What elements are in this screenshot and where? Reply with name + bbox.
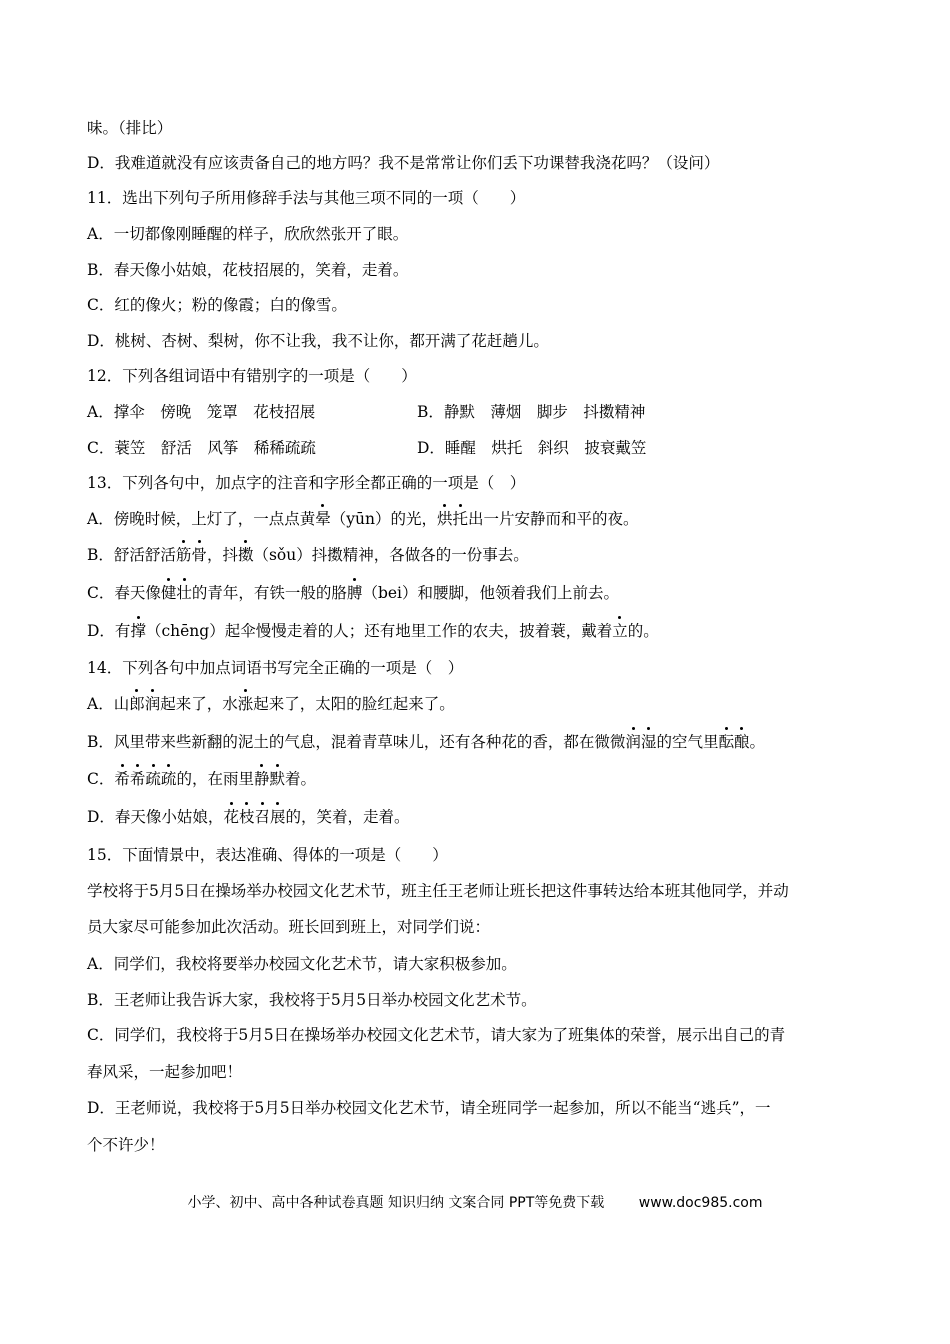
emphasis-dot-char: 静 [253,770,270,788]
text-segment: D．春天像小姑娘， [87,808,224,826]
q11-option-c: C．红的像火；粉的像霞；白的像雪。 [87,296,347,314]
dotted-word [315,510,331,528]
dotted-word [161,584,192,602]
q15-scenario-line-1: 学校将于5月5日在操场举办校园文化艺术节，班主任王老师让班长把这件事转达给本班其他同学，并动 [87,882,789,900]
q11-option-b: B．春天像小姑娘，花枝招展的，笑着，走着。 [87,261,409,279]
text-segment: D．有 [87,622,131,640]
text-segment: B．舒活舒活 [87,546,176,564]
dotted-word [223,808,285,826]
emphasis-dot-char: 托 [452,510,468,528]
text-segment: 的，在雨里 [176,770,254,788]
text-segment: 出一片安静而和平的夜。 [467,510,639,528]
page-footer [0,1192,950,1212]
q15-option-c-line-1: C．同学们，我校将于5月5日在操场举办校园文化艺术节，请大家为了班集体的荣誉，展示出自己的青 [87,1026,786,1044]
question-13-stem: 13．下列各句中，加点字的注音和字形全都正确的一项是（ ） [87,474,526,492]
q14-option-c [87,769,316,789]
q15-option-d-line-1: D．王老师说，我校将于5月5日举办校园文化艺术节，请全班同学一起参加，所以不能当“逃兵”，一 [87,1099,771,1117]
text-segment: （yūn）的光， [330,510,437,528]
q12-option-a: A．撑伞 傍晚 笼罩 花枝招展 [87,403,316,421]
text-segment: 的青年，有铁一般的胳 [191,584,347,602]
q15-scenario-line-2: 员大家尽可能参加此次活动。班长回到班上，对同学们说： [87,918,491,936]
dotted-word [612,622,628,640]
option-d-q10: D．我难道就没有应该责备自己的地方吗？我不是常常让你们丢下功课替我浇花吗？（设问） [87,154,720,172]
emphasis-dot-char: 润 [625,733,641,751]
q15-option-b: B．王老师让我告诉大家，我校将于5月5日举办校园文化艺术节。 [87,991,537,1009]
q13-option-a [87,509,639,529]
emphasis-dot-char: 疏 [145,770,161,788]
q15-option-c-line-2: 春风采，一起参加吧！ [87,1063,243,1081]
text-segment: 的，笑着，走着。 [285,808,410,826]
q12-option-b: B．静默 薄烟 脚步 抖擞精神 [417,403,646,421]
q14-option-d [87,807,410,827]
emphasis-dot-char: 立 [612,622,628,640]
q13-option-d [87,621,659,641]
emphasis-dot-char: 撑 [130,622,146,640]
dotted-word [238,546,254,564]
emphasis-dot-char: 涨 [237,695,254,713]
emphasis-dot-char: 晕 [315,510,331,528]
emphasis-dot-char: 健 [160,584,177,602]
text-segment: C．春天像 [87,584,161,602]
text-segment: B．风里带来些新翻的泥土的气息，混着青草味儿，还有各种花的香，都在微微 [87,733,626,751]
q12-option-d: D．睡醒 烘托 斜织 披衰戴笠 [417,439,647,457]
q15-option-d-line-2: 个不许少！ [87,1136,165,1154]
q14-option-b [87,732,765,752]
emphasis-dot-char: 枝 [238,808,255,826]
q14-option-a [87,694,455,714]
text-segment: （chēng）起伞慢慢走着的人；还有地里工作的农夫，披着蓑，戴着 [145,622,613,640]
emphasis-dot-char: 擞 [237,546,254,564]
emphasis-dot-char: 郎 [129,695,145,713]
text-segment: 起来了，太阳的脸红起来了。 [253,695,455,713]
text-line: 味。（排比） [87,119,173,137]
question-14-stem: 14．下列各句中加点词语书写完全正确的一项是（ ） [87,659,464,677]
dotted-word [254,770,285,788]
text-segment: 。 [749,733,765,751]
text-segment: （bei）和腰脚，他领着我们上前去。 [362,584,619,602]
dotted-word [129,695,160,713]
dotted-word [347,584,363,602]
dotted-word [238,695,254,713]
dotted-word [718,733,749,751]
emphasis-dot-char: 希 [129,770,146,788]
footer-text: 小学、初中、高中各种试卷真题 知识归纳 文案合同 PPT等免费下载 [187,1195,605,1211]
emphasis-dot-char: 展 [269,808,286,826]
emphasis-dot-char: 酝 [718,733,734,751]
emphasis-dot-char: 湿 [640,733,657,751]
emphasis-dot-char: 骨 [191,546,207,564]
q12-row-1 [87,402,887,422]
question-15-stem: 15．下面情景中，表达准确、得体的一项是（ ） [87,846,448,864]
dotted-word [625,733,656,751]
q11-option-a: A．一切都像刚睡醒的样子，欣欣然张开了眼。 [87,225,409,243]
q13-option-c [87,583,619,603]
emphasis-dot-char: 筋 [175,546,192,564]
text-segment: A．傍晚时候，上灯了，一点点黄 [87,510,316,528]
q12-row-2 [87,438,887,458]
emphasis-dot-char: 默 [269,770,285,788]
text-segment: （sǒu）抖擞精神，各做各的一份事去。 [253,546,529,564]
q11-option-d: D．桃树、杏树、梨树，你不让我，我不让你，都开满了花赶趟儿。 [87,332,549,350]
dotted-word [114,770,176,788]
emphasis-dot-char: 膊 [346,584,363,602]
q15-option-a: A．同学们，我校将要举办校园文化艺术节，请大家积极参加。 [87,955,517,973]
emphasis-dot-char: 烘 [436,510,453,528]
emphasis-dot-char: 召 [254,808,270,826]
text-segment: C． [87,770,115,788]
emphasis-dot-char: 润 [144,695,161,713]
emphasis-dot-char: 花 [223,808,239,826]
text-segment: A．山 [87,695,130,713]
question-11-stem: 11．选出下列句子所用修辞手法与其他三项不同的一项（ ） [87,189,526,207]
text-segment: 着。 [284,770,316,788]
text-segment: 起来了，水 [160,695,238,713]
text-segment: ，抖 [206,546,238,564]
emphasis-dot-char: 酿 [733,733,750,751]
emphasis-dot-char: 疏 [160,770,177,788]
text-segment: 的。 [627,622,659,640]
emphasis-dot-char: 希 [114,770,130,788]
q12-option-c: C．蓑笠 舒活 风筝 稀稀疏疏 [87,439,316,457]
text-segment: 的空气里 [656,733,719,751]
emphasis-dot-char: 壮 [176,584,192,602]
dotted-word [176,546,207,564]
dotted-word [130,622,146,640]
q13-option-b [87,545,529,565]
question-12-stem: 12．下列各组词语中有错别字的一项是（ ） [87,367,417,385]
footer-site-link[interactable]: www.doc985.com [638,1195,763,1211]
dotted-word [437,510,468,528]
